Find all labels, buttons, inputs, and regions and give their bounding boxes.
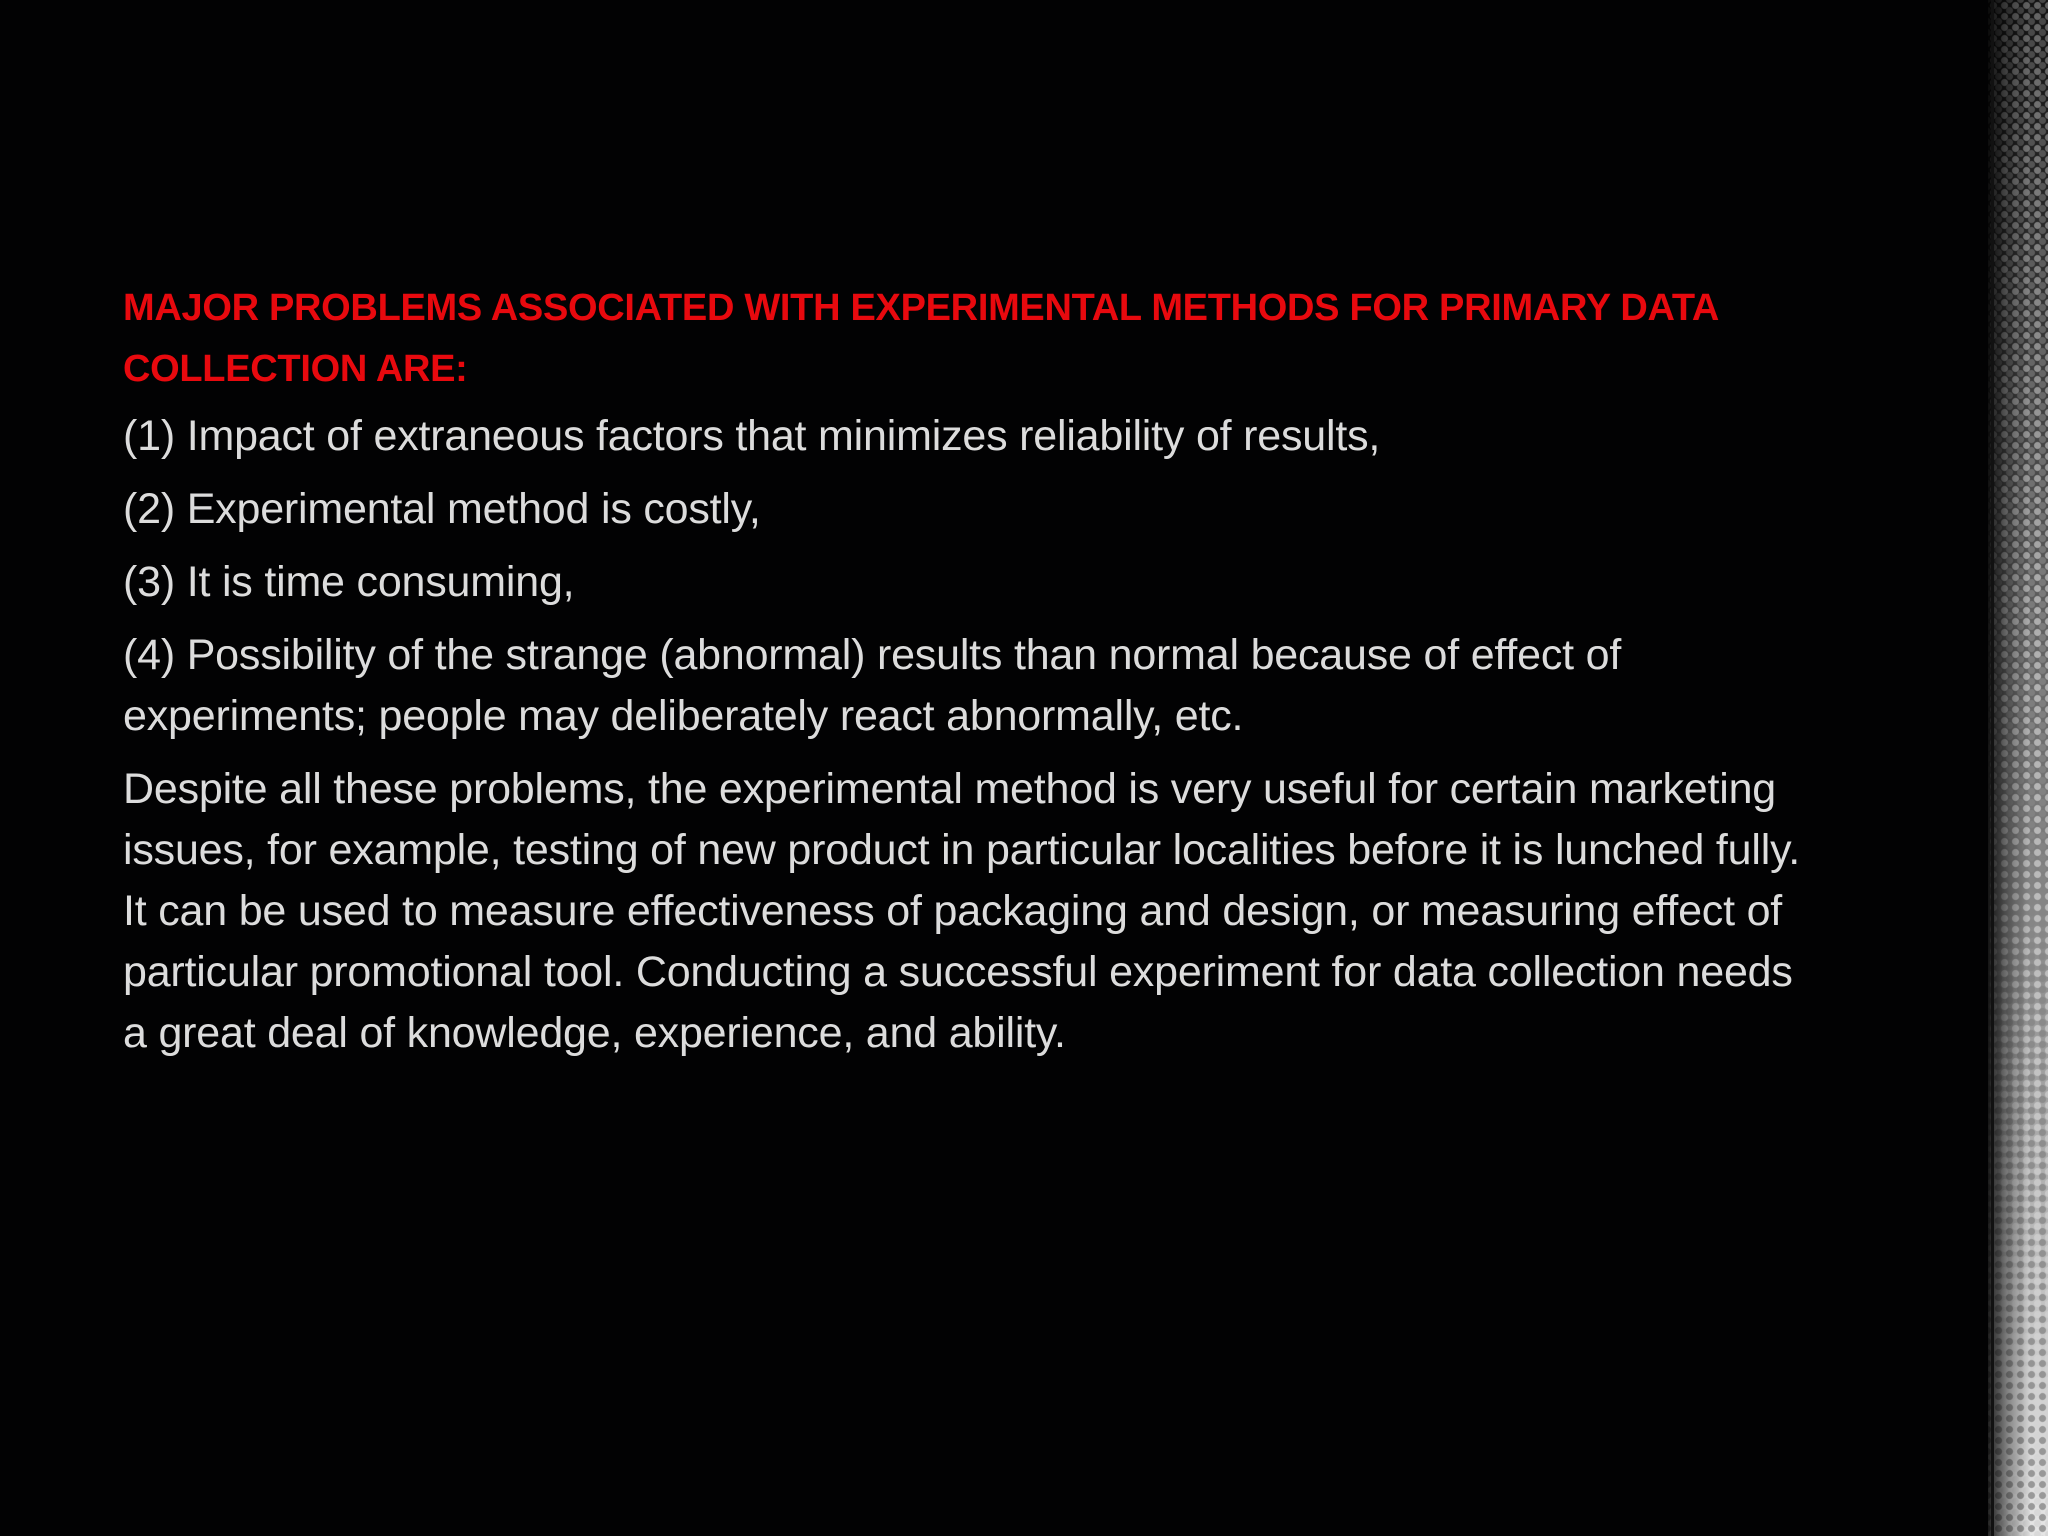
slide-content <box>123 278 1823 1064</box>
slide-heading: MAJOR PROBLEMS ASSOCIATED WITH EXPERIMENTAL METHODS FOR PRIMARY DATA COLLECTION ARE: <box>123 287 1718 390</box>
list-item-2: (2) Experimental method is costly, <box>123 485 761 533</box>
list-item-3: (3) It is time consuming, <box>123 558 575 606</box>
decorative-border-shade <box>1988 0 2048 1536</box>
list-item-4: (4) Possibility of the strange (abnormal) results than normal because of effect of experiments; people may deliberately react abnormally, etc. <box>123 631 1622 740</box>
decorative-border-line <box>1991 0 1994 1536</box>
list-item-1: (1) Impact of extraneous factors that minimizes reliability of results, <box>123 412 1381 460</box>
summary-paragraph: Despite all these problems, the experimental method is very useful for certain marketing issues, for example, testing of new product in particular localities before it is lunched fully. It can be used to measure effectiveness of packaging and design, or measuring effect of particular promotional tool. Conducting a successful experiment for data collection needs a great deal of knowledge, experience, and ability. <box>123 765 1800 1057</box>
